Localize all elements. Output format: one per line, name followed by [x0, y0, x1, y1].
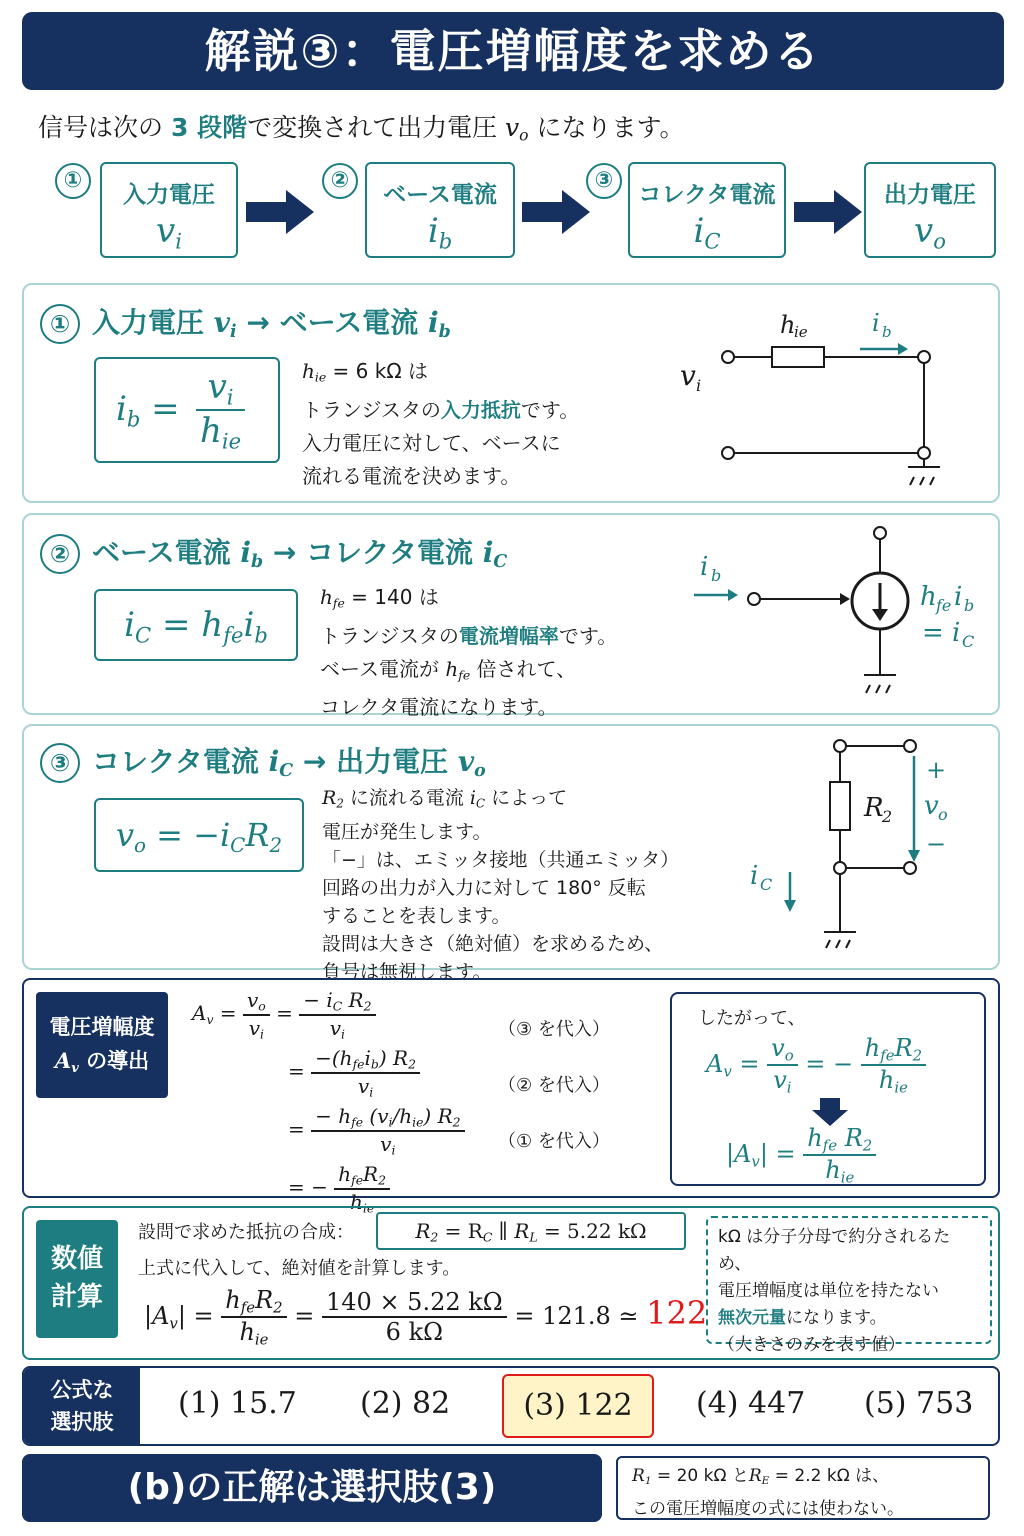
svg-text:fe: fe [936, 596, 952, 615]
substitution-note: （① を代入） [498, 1131, 610, 1152]
step-box-collector-current [628, 162, 786, 258]
desc-text: 設問は大きさ（絶対値）を求めるため、 [322, 932, 664, 955]
combined-resistance-box: $R_2 = R_C$ ∥ $R_L = 5.22$ kΩ [376, 1212, 686, 1250]
svg-text:o: o [938, 805, 948, 824]
gain-formula: $A_v$ = $\frac{v_o}{v_i}$ = − $\frac{h_{fe}R_2}{h_{ie}}$ [706, 1034, 926, 1097]
param-hie: = 6 kΩ は [332, 359, 428, 383]
panel-1-number: ① [40, 304, 80, 344]
svg-text:i: i [700, 552, 709, 582]
polarity-plus: + [926, 756, 947, 784]
step-label: 出力電圧 [884, 182, 976, 208]
formula-vo: $v_o = -i_CR_2$ [94, 798, 304, 872]
intro-highlight: 3 段階 [170, 113, 248, 142]
substitution-note: （③ を代入） [498, 1019, 610, 1040]
result-value: 122 [646, 1293, 708, 1332]
heading-arrow: → [272, 536, 297, 569]
desc-text: によって [491, 787, 568, 809]
choice-4: (4) 447 [696, 1386, 806, 1421]
tag-line: 計算 [50, 1282, 103, 1312]
desc-highlight: 入力抵抗 [440, 397, 521, 422]
desc-text: ベース電流が [320, 656, 439, 681]
step-label: ベース電流 [383, 182, 497, 208]
step-number-1: ① [55, 163, 91, 199]
panel-2-heading: ② ベース電流 $i_b$ → コレクタ電流 $i_C$ [40, 531, 507, 574]
desc-highlight: 電流増幅率 [458, 623, 559, 648]
step-label: 入力電圧 [123, 182, 215, 208]
param-hfe: = 140 は [351, 585, 439, 609]
svg-text:h: h [920, 582, 937, 612]
desc-text: 回路の出力が入力に対して 180° 反転 [322, 876, 646, 899]
flow-arrow-icon [522, 190, 592, 234]
heading-text: 入力電圧 [92, 306, 205, 339]
intro-symbol-sub: o [519, 126, 529, 145]
note-highlight: 無次元量 [718, 1308, 786, 1328]
heading-arrow: → [246, 306, 270, 339]
tag-line: 数値 [50, 1244, 103, 1274]
polarity-minus: − [926, 830, 947, 858]
formula-ic: $i_C = h_{fe}i_b$ [94, 589, 298, 661]
svg-text:i: i [750, 861, 759, 891]
intro-part2: で変換されて出力電圧 [247, 113, 498, 142]
unused-resistor-note: $R_1 = 20$ kΩ と$R_E = 2.2$ kΩ は、 この電圧増幅度の式には使わない。 [616, 1456, 990, 1520]
step-box-input-voltage [100, 162, 238, 258]
note-line: この電圧増幅度の式には使わない。 [632, 1499, 904, 1520]
desc-text: です。 [520, 397, 580, 422]
note-line: （大きさのみを表す値） [718, 1335, 905, 1355]
page-title: 解説③：電圧増幅度を求める [22, 12, 1004, 90]
panel-step-1 [22, 283, 1000, 503]
svg-text:i: i [954, 582, 963, 612]
flow-arrow-icon [246, 190, 316, 234]
svg-text:b: b [711, 566, 722, 585]
svg-text:i: i [872, 309, 880, 337]
choice-1: (1) 15.7 [178, 1386, 297, 1421]
numerator: 140 × 5.22 kΩ [322, 1288, 507, 1318]
choices-tag [24, 1368, 140, 1444]
step-symbol: v [914, 211, 934, 251]
numeric-line-1: 設問で求めた抵抗の合成： [138, 1222, 354, 1243]
circuit-current-source-diagram [664, 521, 994, 707]
svg-text:2: 2 [882, 807, 893, 826]
panel-3-number: ③ [40, 743, 80, 783]
derivation-tag: 電圧増幅度 $A_v$ の導出 [36, 992, 168, 1098]
heading-text-2: コレクタ電流 [306, 536, 473, 569]
desc-text: トランジスタの [302, 397, 441, 422]
numeric-line-2: 上式に代入して、絶対値を計算します。 [138, 1258, 461, 1279]
step-symbol: v [156, 211, 176, 251]
step-symbol-sub: C [704, 228, 721, 254]
panel-1-heading: ① 入力電圧 $v_i$ → ベース電流 $i_b$ [40, 301, 451, 344]
numeric-equation: $|A_v|$ = $\frac{h_{fe}R_2}{h_{ie}}$ = $\frac{140 \times 5.22 k\Omega}{6 k\Omega}$ = 121.8 ≃ 122 [144, 1286, 708, 1349]
desc-text: 「−」は、エミッタ接地（共通エミッタ） [322, 848, 680, 871]
panel-step-3 [22, 724, 1000, 983]
desc-text: 電圧が発生します。 [322, 820, 492, 843]
intro-part1: 信号は次の [38, 113, 164, 142]
choices-section [22, 1366, 1000, 1446]
tag-line: 電圧増幅度 [49, 1015, 155, 1039]
step-symbol: i [693, 211, 705, 251]
desc-text: コレクタ電流になります。 [320, 695, 558, 720]
denominator: 6 kΩ [385, 1318, 444, 1347]
desc-text: 倍されて、 [476, 656, 577, 681]
tag-line: 選択肢 [50, 1410, 114, 1434]
tag-line: の導出 [86, 1049, 150, 1073]
panel-3-heading: ③ コレクタ電流 $i_C$ → 出力電圧 $v_o$ [40, 740, 486, 783]
step-box-output-voltage [864, 162, 996, 258]
note-line: = 2.2 kΩ は、 [774, 1466, 890, 1486]
panel-3-description: $R_2$ に流れる電流 $i_C$ によって 電圧が発生します。 「−」は、エミッタ接地（共通エミッタ） 回路の出力が入力に対して 180° 反転 することを表します。 設問は大きさ（絶対値）を求めるため、 負号は無視します。 [322, 784, 702, 986]
formula-part: = R [444, 1219, 483, 1243]
desc-text: に流れる電流 [349, 787, 464, 809]
heading-text: ベース電流 [92, 536, 231, 569]
derivation-section [22, 978, 1000, 1216]
tag-line: 公式な [50, 1378, 114, 1402]
step-box-base-current [365, 162, 515, 258]
step-symbol-sub: i [175, 228, 182, 254]
note-line: 電圧増幅度は単位を持たない [718, 1281, 939, 1301]
approx-value: = 121.8 ≃ [514, 1301, 639, 1330]
circuit-input-diagram [644, 305, 964, 495]
heading-text-2: ベース電流 [279, 306, 419, 339]
therefore-label: したがって、 [698, 1008, 806, 1029]
derivation-equations: $A_v$ = $\frac{v_o}{v_i}$ = $\frac{- i_C R_2}{v_i}$ = $\frac{-(h_{fe}i_b) R_2}{v_i}$ = $\frac{- h_{fe} (v_i/h_{ie}) R_2}{v_i}$ = − $\frac{h_{fe}R_2}{h_{ie}}$ [192, 988, 492, 1202]
unit-note-box [706, 1216, 992, 1355]
svg-text:v: v [924, 791, 939, 821]
desc-text: 入力電圧に対して、ベースに [302, 430, 561, 455]
choice-3-selected: (3) 122 [502, 1374, 654, 1438]
svg-text:v: v [680, 359, 696, 392]
intro-tail: になります。 [536, 113, 685, 142]
svg-text:b: b [964, 596, 975, 615]
step-symbol: i [427, 211, 439, 251]
abs-gain-formula: $|A_v|$ = $\frac{h_{fe} R_2}{h_{ie}}$ [726, 1124, 876, 1187]
desc-text: 流れる電流を決めます。 [302, 463, 521, 488]
svg-text:C: C [760, 875, 773, 894]
svg-text:= i: = i [922, 618, 961, 648]
derivation-notes [498, 1002, 610, 1170]
choice-2: (2) 82 [360, 1386, 451, 1421]
desc-text: することを表します。 [322, 904, 511, 927]
heading-arrow: → [302, 745, 327, 778]
heading-text-2: 出力電圧 [336, 745, 449, 778]
intro-symbol: v [505, 113, 520, 142]
panel-1-description: $h_{ie} = 6$ kΩ は トランジスタの入力抵抗です。 入力電圧に対して、ベースに 流れる電流を決めます。 [302, 355, 662, 493]
step-number-2: ② [322, 163, 358, 199]
note-line: になります。 [786, 1308, 887, 1328]
formula-ib: $i_b$ = $v_i$ $h_{ie}$ [94, 357, 280, 463]
svg-text:h: h [780, 311, 796, 339]
step-label: コレクタ電流 [638, 182, 776, 208]
panel-2-description: $h_{fe} = 140$ は トランジスタの電流増幅率です。 ベース電流が $h_{fe}$ 倍されて、 コレクタ電流になります。 [320, 581, 680, 724]
circuit-output-diagram [714, 732, 974, 962]
desc-text: トランジスタの [320, 623, 459, 648]
flow-arrow-icon [794, 190, 864, 234]
step-symbol-sub: b [438, 228, 453, 254]
numeric-tag [36, 1220, 118, 1338]
panel-2-number: ② [40, 534, 80, 574]
step-symbol-sub: o [933, 228, 946, 254]
step-number-3: ③ [586, 163, 622, 199]
svg-text:b: b [882, 323, 892, 341]
heading-text: コレクタ電流 [92, 745, 259, 778]
note-line: = 20 kΩ と [656, 1466, 749, 1486]
substitution-note: （② を代入） [498, 1075, 610, 1096]
intro-text [38, 108, 684, 145]
conclusion-box [670, 992, 986, 1186]
choice-5: (5) 753 [864, 1386, 974, 1421]
answer-banner: (b)の正解は選択肢(3) [22, 1454, 602, 1522]
combined-value: = 5.22 kΩ [543, 1219, 647, 1243]
desc-text: 負号は無視します。 [322, 960, 492, 983]
desc-text: です。 [558, 623, 618, 648]
panel-step-2 [22, 513, 1000, 720]
svg-text:R: R [864, 793, 884, 823]
note-line: kΩ は分子分母で約分されるため、 [718, 1227, 951, 1274]
svg-text:ie: ie [794, 323, 808, 341]
svg-text:i: i [696, 376, 702, 395]
svg-text:C: C [962, 632, 975, 651]
numeric-section [22, 1206, 1000, 1360]
